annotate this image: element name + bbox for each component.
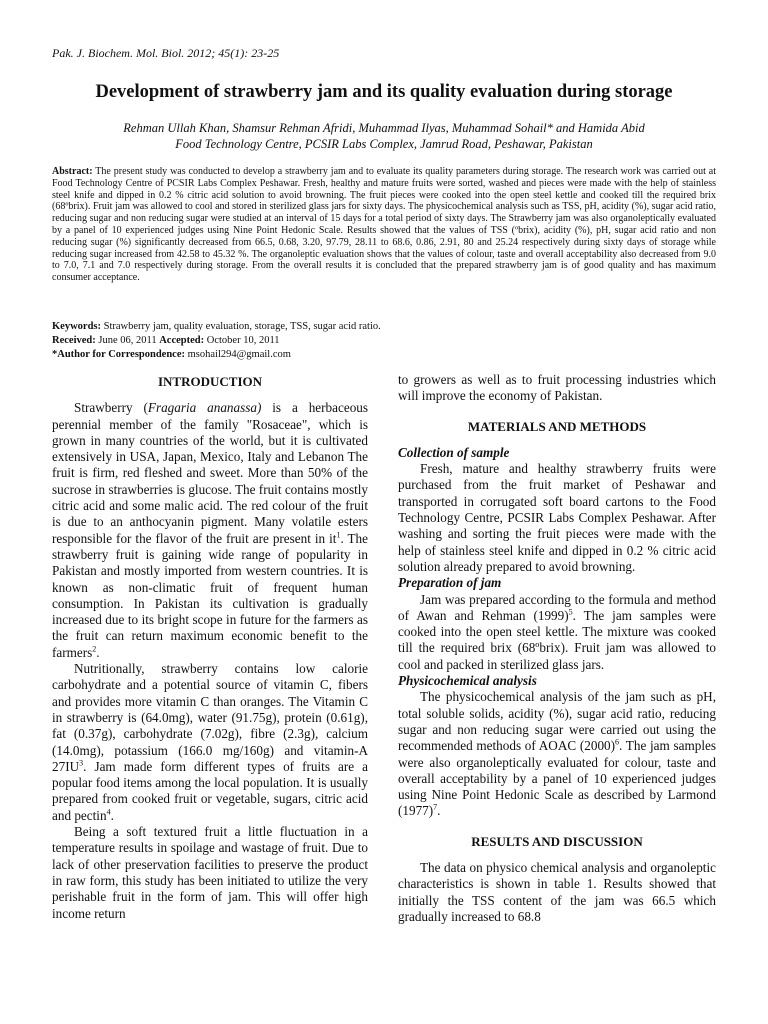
intro-paragraph-3: Being a soft textured fruit a little fluctuation in a temperature results in spoilage and wastage of fruit. Due to lack of other preservation facilities to preserve the product in raw form, this study has been initiated to utilize the very perishable fruit in the form of jam. This will offer high income return — [52, 824, 368, 921]
citation: 7 — [433, 803, 438, 813]
physicochemical-paragraph: The physicochemical analysis of the jam such as pH, total soluble solids, acidity (%), sugar acid ratio, reducing sugar and non reducing sugar were carried out using the recommended methods of AOAC $(2000)^6$. The jam samples were also organoleptically evaluated for colour, taste and overall acceptability by a panel of 10 experienced judges using Nine Point Hedonic Scale as described by Larmond $(1977)^7$. — [398, 689, 716, 819]
accepted-date: October 10, 2011 — [206, 335, 280, 346]
collection-heading: Collection of sample — [398, 444, 510, 460]
abstract-label: Abstract: — [52, 166, 93, 177]
correspondence — [52, 348, 716, 362]
authors: Rehman Ullah Khan, Shamsur Rehman Afridi, Muhammad Ilyas, Muhammad Sohail* and Hamida Abid — [123, 121, 645, 135]
journal-reference: Pak. J. Biochem. Mol. Biol. 2012; 45(1): 23-25 — [52, 46, 280, 60]
preparation-heading: Preparation of jam — [398, 575, 502, 591]
correspondence-email: msohail294@gmail.com — [187, 349, 291, 360]
intro-paragraph-1: Strawberry (Fragaria ananassa) is a herbaceous perennial member of the family "Rosaceae", which is grown in many countries of the world, but it is cultivated extensively in USA, Japan, Mexico, Italy and Lebanon The fruit is firm, red fleshed and sweet. More than 50% of the sucrose in strawberries is glucose. The fruit contains mostly citric acid and some malic acid. The red colour of the fruit is due to an anthocyanin pigment. Many volatile esters responsible for the flavor of the fruit are present in $it^1$. The strawberry fruit is gaining wide range of popularity in Pakistan and mostly imported from western countries. It is known as non-climatic fruit of frequent human consumption. In Pakistan its cultivation is gradually increased due to its bright scope in future for the farmers as the fruit can return maximum economic benefit to the farmers$^2$. — [52, 400, 369, 660]
citation: 2 — [92, 644, 97, 654]
keywords — [52, 320, 716, 334]
article-meta — [52, 320, 716, 362]
citation: 5 — [568, 607, 573, 617]
received-label: Received: — [52, 335, 96, 346]
paper-title: Development of strawberry jam and its quality evaluation during storage — [95, 82, 673, 102]
intro-paragraph-2: Nutritionally, strawberry contains low calorie carbohydrate and a potential source of vitamin C, fibers and provides more vitamin C than oranges. The Vitamin C in strawberry is (64.0mg), water (91.75g), protein (0.61g), fat (0.37g), carbohydrate (7.02g), fibre (2.3g), calcium (14.0mg), potassium (166.0 mg/160g) and vitamin-A $27IU^3$. Jam made form different types of fruits are a popular food items among the local population. It is usually prepared from cooked fruit or vegetable, sugars, citric acid and pectin$^4$. — [52, 661, 368, 823]
keywords-label: Keywords: — [52, 321, 101, 332]
received-date: June 06, 2011 — [98, 335, 157, 346]
left-column — [52, 372, 368, 922]
species-name: Fragaria ananassa) — [147, 400, 262, 416]
keywords-text: Strawberry jam, quality evaluation, storage, TSS, sugar acid ratio. — [103, 321, 381, 332]
collection-paragraph: Fresh, mature and healthy strawberry fruits were purchased from the fruit market of Peshawar and transported in corrugated soft board cartons to the Food Technology Centre, PCSIR Labs Complex Peshawar. After washing and sorting the fruit pieces were made with the help of stainless steel knife and dipped in 0.2 % citric acid solution already prepared to avoid browning. — [398, 461, 716, 574]
correspondence-label: *Author for Correspondence: — [52, 349, 185, 360]
abstract — [52, 166, 716, 284]
abstract-text: The present study was conducted to develop a strawberry jam and to evaluate its quality parameters during storage. The research work was carried out at Food Technology Centre of PCSIR Labs Complex Peshawar. Fresh, healthy and mature fruits were sorted, washed and pieces were made with the help of stainless steel knife and dipped in 0.2 % citric acid solution to avoid browning. The fruit pieces were cooked into the open steel kettle and cooked till the required brix (68ºbrix). Fruit jam was allowed to cool and stored in sterilized glass jars for sixty days. The physicochemical analysis such as TSS, pH, acidity (%), sugar acid ratio, reducing sugar and non reducing sugar were studied at an interval of 15 days for a total period of sixty days. The Strawberry jam was also organoleptically evaluated by a panel of 10 experienced judges using Nine Point Hedonic Scale. Results showed that the values of TSS (ºbrix), acidity (%), pH, sugar acid ratio and non reducing sugar (%) significantly decreased from 66.5, 0.68, 3.20, 97.79, 28.11 to 68.6, 0.86, 2.91, 80 and 25.24 respectively during sixty days of storage while reducing sugar increased from 42.58 to 45.32 %. The organoleptic evaluation shows that the values of colour, taste and overall acceptability also decreased from 9.0 to 7.0, 7.1 and 7.0 respectively during storage. From the overall results it is concluded that the prepared strawberry jam is of good quality and has maximum consumer acceptance. — [52, 166, 716, 284]
accepted-label: Accepted: — [159, 335, 205, 346]
physicochemical-heading: Physicochemical analysis — [398, 673, 537, 689]
dates — [52, 334, 716, 348]
citation: 4 — [106, 807, 111, 817]
citation: 1 — [336, 530, 341, 540]
author-block — [0, 120, 768, 152]
methods-heading: MATERIALS AND METHODS — [467, 418, 647, 434]
affiliation: Food Technology Centre, PCSIR Labs Complex, Jamrud Road, Peshawar, Pakistan — [175, 137, 593, 151]
results-paragraph: The data on physico chemical analysis and organoleptic characteristics is shown in table 1. Results showed that initially the TSS content of the jam was 66.5 which gradually increased to 68.8 — [398, 860, 716, 924]
results-heading: RESULTS AND DISCUSSION — [471, 833, 643, 849]
intro-paragraph-3-continued: to growers as well as to fruit processing industries which will improve the economy of Pakistan. — [398, 372, 716, 404]
introduction-heading: INTRODUCTION — [157, 374, 262, 389]
preparation-paragraph: Jam was prepared according to the formula and method of Awan and Rehman $(1999)^5$. The jam samples were cooked into the open steel kettle. The mixture was cooked till the required brix (68ºbrix). Fruit jam was allowed to cool and packed in sterilized glass jars. — [398, 591, 716, 672]
citation: 6 — [615, 737, 620, 747]
citation: 3 — [79, 758, 84, 768]
right-column — [398, 372, 716, 925]
